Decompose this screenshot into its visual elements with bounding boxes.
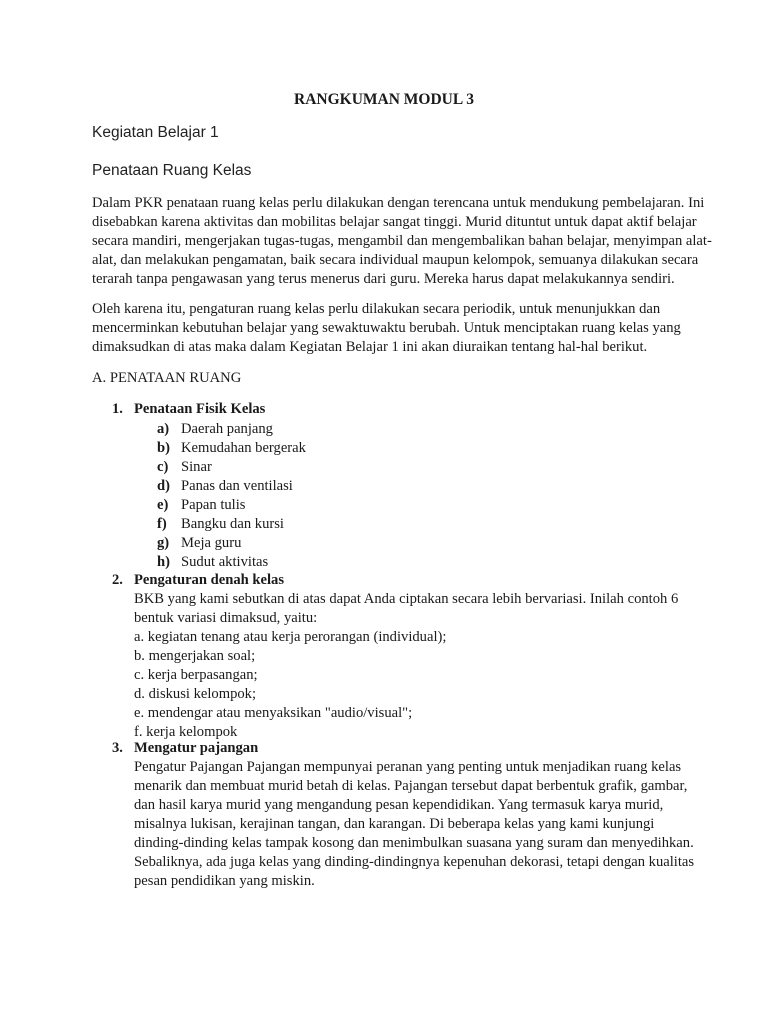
sublist-letter: b) (157, 440, 170, 456)
sublist-text: Sudut aktivitas (181, 554, 269, 570)
body-line: a. kegiatan tenang atau kerja perorangan (individual); (134, 629, 447, 645)
sublist-text: Sinar (181, 459, 212, 475)
body-line: misalnya lukisan, kerajinan tangan, dan karangan. Di beberapa kelas yang kami kunjungi (134, 816, 655, 832)
body-line: Pengatur Pajangan Pajangan mempunyai peranan yang penting untuk menjadikan ruang kelas (134, 759, 682, 775)
paragraph-line: Dalam PKR penataan ruang kelas perlu dilakukan dengan terencana untuk mendukung pembelajaran. Ini (92, 195, 705, 211)
list-item-1-heading (112, 401, 265, 418)
body-line: BKB yang kami sebutkan di atas dapat Anda ciptakan secara lebih bervariasi. Inilah contoh 6 (134, 591, 679, 607)
sublist-item (157, 477, 306, 496)
paragraph-line: mencerminkan kebutuhan belajar yang sewaktuwaktu berubah. Untuk menciptakan ruang kelas yang (92, 320, 681, 336)
body-line: dinding-dinding kelas tampak kosong dan menimbulkan suasana yang suram dan menyedihkan. (134, 835, 694, 851)
list-item-2-heading (112, 572, 284, 589)
body-line: b. mengerjakan soal; (134, 648, 256, 664)
sublist-item (157, 458, 306, 477)
body-line: d. diskusi kelompok; (134, 686, 257, 702)
document-title: RANGKUMAN MODUL 3 (294, 91, 474, 108)
sublist-item (157, 534, 306, 553)
paragraph-line: Oleh karena itu, pengaturan ruang kelas perlu dilakukan secara periodik, untuk menunjukkan dan (92, 301, 661, 317)
sublist-letter: a) (157, 421, 170, 437)
section-subtitle: Penataan Ruang Kelas (92, 162, 252, 179)
list-number: 1. (112, 401, 123, 417)
pajangan-body (134, 758, 694, 891)
paragraph-intro (92, 194, 712, 289)
denah-kelas-body (134, 590, 678, 742)
paragraph-line: alat, dan melakukan pengamatan, baik secara individual maupun kelompok, semuanya dilakukan secara (92, 252, 699, 268)
sublist-letter: c) (157, 459, 169, 475)
sublist-item (157, 439, 306, 458)
sublist-letter: f) (157, 516, 167, 532)
body-line: f. kerja kelompok (134, 724, 238, 740)
list-number: 3. (112, 740, 123, 756)
sublist-letter: h) (157, 554, 170, 570)
sublist-text: Panas dan ventilasi (181, 478, 293, 494)
sublist-item (157, 420, 306, 439)
sublist-text: Bangku dan kursi (181, 516, 284, 532)
body-line: menarik dan membuat murid betah di kelas. Pajangan tersebut dapat berbentuk grafik, gambar, (134, 778, 688, 794)
sublist-text: Papan tulis (181, 497, 246, 513)
paragraph-line: disebabkan karena aktivitas dan mobilitas belajar sangat tinggi. Murid dituntut untuk dapat aktif belajar (92, 214, 697, 230)
list-number: 2. (112, 572, 123, 588)
list-item-3-heading (112, 740, 258, 757)
body-line: pesan pendidikan yang miskin. (134, 873, 315, 889)
sublist-text: Kemudahan bergerak (181, 440, 306, 456)
sublist-item (157, 496, 306, 515)
list-item-title: Pengaturan denah kelas (134, 572, 285, 588)
sublist-text: Meja guru (181, 535, 242, 551)
sublist-letter: g) (157, 535, 170, 551)
sublist-letter: e) (157, 497, 169, 513)
sublist-item (157, 515, 306, 534)
paragraph-line: dimaksudkan di atas maka dalam Kegiatan Belajar 1 ini akan diuraikan tentang hal-hal berikut. (92, 339, 648, 355)
body-line: c. kerja berpasangan; (134, 667, 258, 683)
paragraph-second (92, 300, 682, 357)
sublist-fisik-kelas (157, 420, 306, 572)
paragraph-line: terarah tanpa pengawasan yang terus menerus dari guru. Mereka harus dapat melakukannya sendiri. (92, 271, 675, 287)
sublist-item (157, 553, 306, 572)
body-line: Sebaliknya, ada juga kelas yang dinding-dindingnya kepenuhan dekorasi, tetapi dengan kualitas (134, 854, 695, 870)
section-a-heading: A. PENATAAN RUANG (92, 370, 242, 386)
list-item-title: Mengatur pajangan (134, 740, 259, 756)
sublist-letter: d) (157, 478, 170, 494)
sublist-text: Daerah panjang (181, 421, 273, 437)
body-line: dan hasil karya murid yang mengandung pesan kependidikan. Yang termasuk karya murid, (134, 797, 664, 813)
body-line: e. mendengar atau menyaksikan "audio/visual"; (134, 705, 413, 721)
list-item-title: Penataan Fisik Kelas (134, 401, 266, 417)
paragraph-line: secara mandiri, mengerjakan tugas-tugas, mengambil dan mengembalikan bahan belajar, menyimpan alat- (92, 233, 712, 249)
kegiatan-heading: Kegiatan Belajar 1 (92, 124, 219, 141)
body-line: bentuk variasi dimaksud, yaitu: (134, 610, 318, 626)
